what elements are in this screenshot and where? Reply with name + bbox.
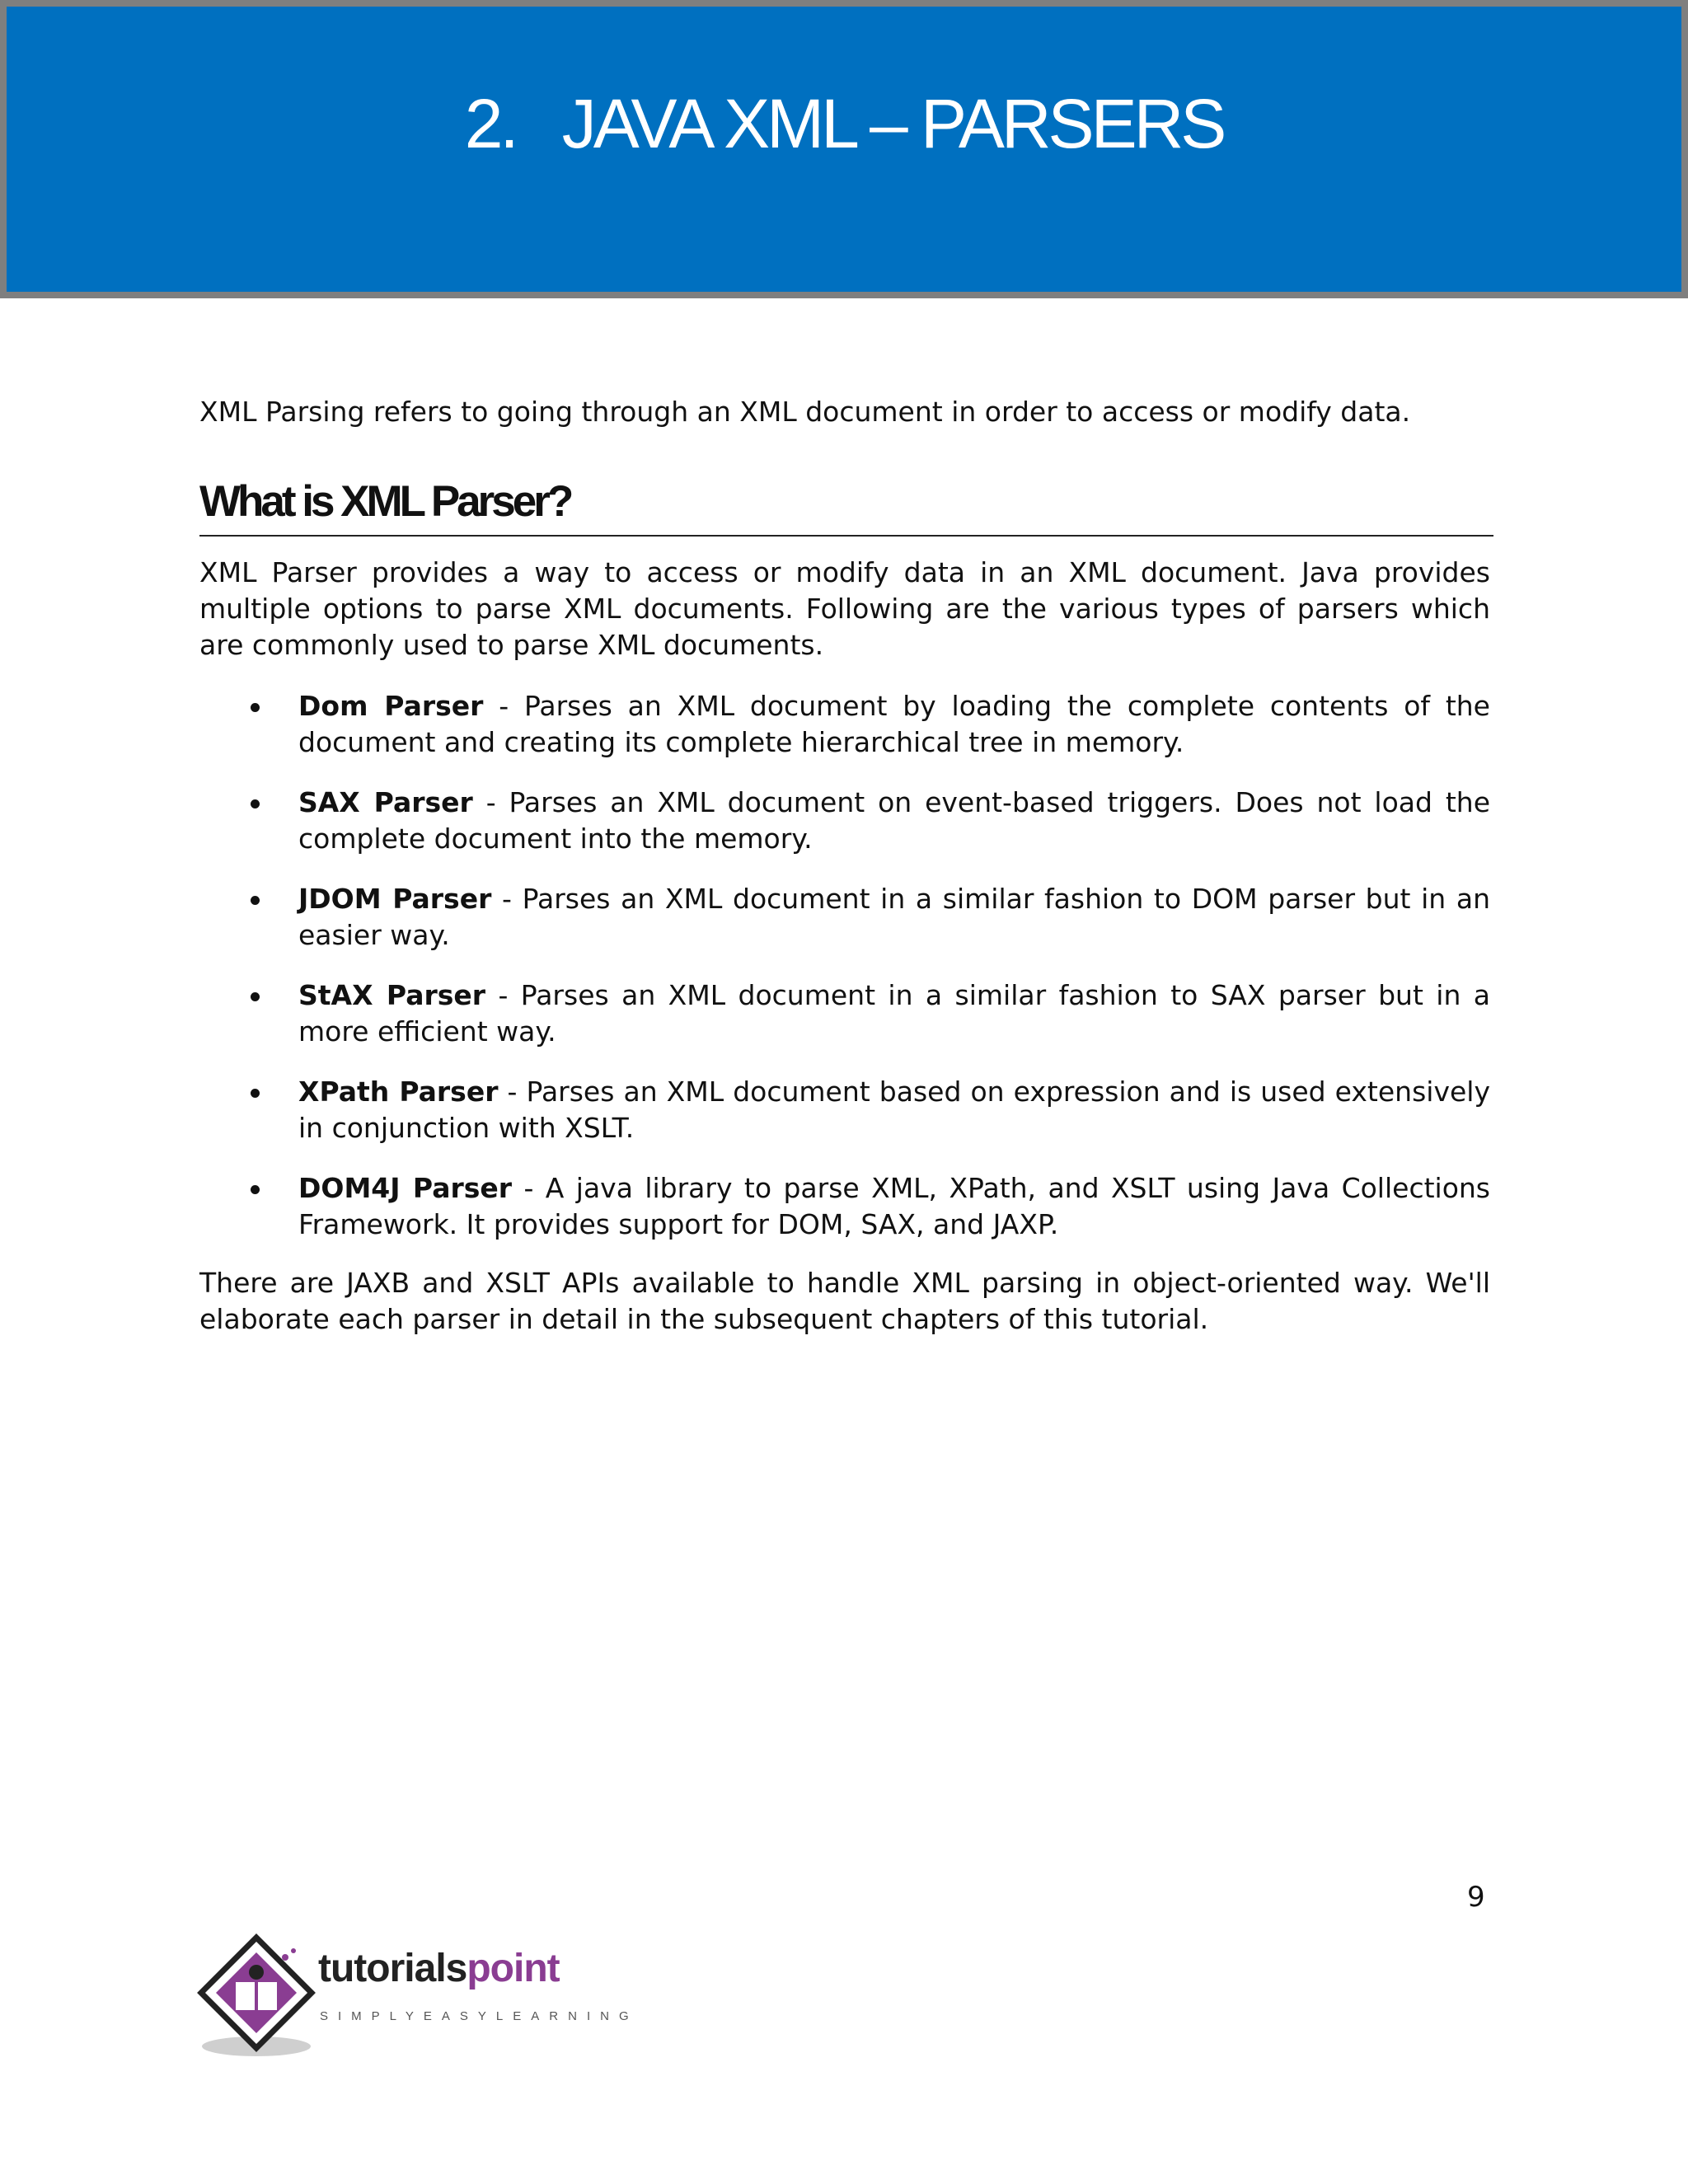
parser-name: XPath Parser bbox=[298, 1076, 499, 1108]
parser-description: - Parses an XML document in a similar fashion to SAX parser but in a more efficient way. bbox=[298, 979, 1491, 1047]
chapter-number: 2. bbox=[464, 85, 516, 162]
parser-name: JDOM Parser bbox=[298, 883, 492, 915]
section-body: XML Parser provides a way to access or modify data in an XML document. Java provides multiple options to parse XML documents. Following are the various types of parsers which are commonly used to parse XML documents. bbox=[199, 556, 1490, 661]
logo-wordmark: tutorialspoint bbox=[318, 1947, 560, 1990]
list-item bbox=[199, 1170, 1490, 1243]
tutorialspoint-logo bbox=[195, 1933, 639, 2064]
parser-description: - Parses an XML document on event-based triggers. Does not load the complete document into the memory. bbox=[298, 786, 1490, 855]
logo-tagline: SIMPLYEASYLEARNING bbox=[320, 2009, 639, 2023]
intro-paragraph: XML Parsing refers to going through an XML document in order to access or modify data. bbox=[199, 396, 1411, 428]
chapter-title bbox=[7, 85, 1681, 162]
page-number: 9 bbox=[1467, 1881, 1485, 1914]
chapter-banner bbox=[0, 0, 1688, 298]
parser-list bbox=[199, 688, 1490, 1243]
list-item bbox=[199, 977, 1490, 1050]
parser-name: SAX Parser bbox=[298, 786, 473, 818]
parser-description: - Parses an XML document based on expression and is used extensively in conjunction with XSLT. bbox=[298, 1076, 1490, 1144]
parser-description: - Parses an XML document in a similar fashion to DOM parser but in an easier way. bbox=[298, 883, 1490, 951]
list-item bbox=[199, 881, 1490, 954]
bullet-icon bbox=[251, 1089, 260, 1098]
parser-name: StAX Parser bbox=[298, 979, 486, 1011]
closing-paragraph: There are JAXB and XSLT APIs available to handle XML parsing in object-oriented way. We'll elaborate each parser in detail in the subsequent chapters of this tutorial. bbox=[199, 1267, 1490, 1335]
list-item bbox=[199, 688, 1490, 761]
bullet-icon bbox=[251, 896, 260, 905]
parser-name: Dom Parser bbox=[298, 690, 484, 722]
bullet-icon bbox=[251, 703, 260, 712]
heading-underline bbox=[199, 535, 1493, 537]
parser-description: - A java library to parse XML, XPath, and XSLT using Java Collections Framework. It provides support for DOM, SAX, and JAXP. bbox=[298, 1172, 1490, 1240]
chapter-title-text: JAVA XML – PARSERS bbox=[561, 85, 1224, 162]
list-item bbox=[199, 1074, 1490, 1146]
section-heading: What is XML Parser? bbox=[199, 477, 571, 526]
list-item bbox=[199, 785, 1490, 857]
parser-name: DOM4J Parser bbox=[298, 1172, 513, 1204]
logo-emblem-icon bbox=[195, 1933, 318, 2064]
parser-description: - Parses an XML document by loading the complete contents of the document and creating its complete hierarchical tree in memory. bbox=[298, 690, 1490, 758]
bullet-icon bbox=[251, 992, 260, 1001]
bullet-icon bbox=[251, 1185, 260, 1194]
bullet-icon bbox=[251, 799, 260, 808]
page-content bbox=[199, 394, 1490, 1338]
